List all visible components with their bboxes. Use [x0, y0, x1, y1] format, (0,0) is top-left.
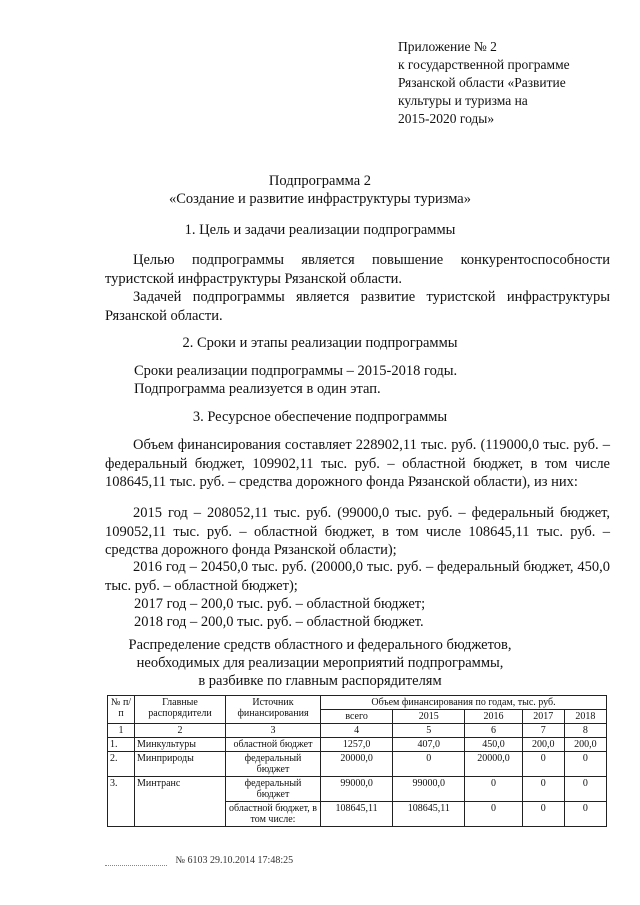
header-manager: Главные распорядители [135, 696, 226, 724]
table-row [108, 738, 607, 752]
row-num: 1. [108, 738, 135, 752]
section-3-heading: 3. Ресурсное обеспечение подпрограммы [192, 409, 448, 425]
row-value: 0 [564, 802, 606, 827]
row-value: 99000,0 [393, 777, 465, 802]
row-value: 0 [465, 802, 522, 827]
column-number: 6 [465, 724, 522, 738]
row-value: 450,0 [465, 738, 522, 752]
table-header-row [108, 696, 607, 710]
row-value: 99000,0 [321, 777, 393, 802]
row-value: 108645,11 [393, 802, 465, 827]
column-number: 8 [564, 724, 606, 738]
row-num: 2. [108, 752, 135, 777]
row-value: 20000,0 [321, 752, 393, 777]
appendix-note [398, 38, 628, 128]
column-number: 2 [135, 724, 226, 738]
row-source: областной бюджет, в том числе: [226, 802, 321, 827]
row-value: 200,0 [564, 738, 606, 752]
section-3-year-2017: 2017 год – 200,0 тыс. руб. – областной бюджет; [134, 596, 426, 612]
row-manager: Минтранс [135, 777, 226, 827]
document-registration-number: № 6103 29.10.2014 17:48:25 [175, 855, 294, 866]
row-source: федеральный бюджет [226, 752, 321, 777]
row-value: 0 [393, 752, 465, 777]
table-title-line-2: необходимых для реализации мероприятий подпрограммы, [136, 655, 504, 671]
subprogram-title: «Создание и развитие инфраструктуры туризма» [168, 191, 471, 207]
section-1-task: Задачей подпрограммы является развитие туристской инфраструктуры Рязанской области. [105, 289, 610, 324]
appendix-line: к государственной программе [398, 57, 570, 72]
row-value: 1257,0 [321, 738, 393, 752]
column-number: 4 [321, 724, 393, 738]
row-value: 0 [522, 752, 564, 777]
subprogram-number: Подпрограмма 2 [268, 173, 372, 189]
row-value: 407,0 [393, 738, 465, 752]
row-value: 0 [564, 777, 606, 802]
section-3-year-2016: 2016 год – 20450,0 тыс. руб. (20000,0 тыс. руб. – федеральный бюджет, 450,0 тыс. руб. – областной бюджет); [105, 559, 610, 594]
section-2-heading: 2. Сроки и этапы реализации подпрограммы [182, 335, 458, 351]
column-number: 5 [393, 724, 465, 738]
section-1-goal: Целью подпрограммы является повышение конкурентоспособности туристской инфраструктуры Рязанской области. [105, 252, 610, 287]
header-year: 2016 [465, 710, 522, 724]
registration-stamp-mark [105, 855, 167, 866]
financing-table [107, 695, 607, 827]
section-2-terms: Сроки реализации подпрограммы – 2015-2018 годы. [134, 363, 458, 379]
row-value: 108645,11 [321, 802, 393, 827]
header-year: 2015 [393, 710, 465, 724]
section-2-stage: Подпрограмма реализуется в один этап. [134, 381, 381, 397]
row-value: 20000,0 [465, 752, 522, 777]
column-number-row [108, 724, 607, 738]
row-source: областной бюджет [226, 738, 321, 752]
column-number: 3 [226, 724, 321, 738]
row-num: 3. [108, 777, 135, 827]
appendix-line: Рязанской области «Развитие [398, 75, 566, 90]
row-manager: Минприроды [135, 752, 226, 777]
table-title-line-1: Распределение средств областного и федерального бюджетов, [128, 637, 512, 653]
header-volume: Объем финансирования по годам, тыс. руб. [321, 696, 607, 710]
section-3-year-2018: 2018 год – 200,0 тыс. руб. – областной бюджет. [134, 614, 424, 630]
header-year: 2017 [522, 710, 564, 724]
section-3-year-2015: 2015 год – 208052,11 тыс. руб. (99000,0 тыс. руб. – федеральный бюджет, 109052,11 тыс. руб. – областной бюджет, в том числе 108645,11 тыс. руб. – средства дорожного фонда Рязанской области); [105, 505, 610, 558]
table-row [108, 752, 607, 777]
column-number: 1 [108, 724, 135, 738]
header-total: всего [321, 710, 393, 724]
appendix-line: Приложение № 2 [398, 39, 497, 54]
row-value: 0 [522, 777, 564, 802]
row-value: 0 [465, 777, 522, 802]
section-3-total: Объем финансирования составляет 228902,11 тыс. руб. (119000,0 тыс. руб. – федеральный бюджет, 109902,11 тыс. руб. – областной бюджет, в том числе 108645,11 тыс. руб. – средства дорожного фонда Рязанской области), из них: [105, 437, 610, 490]
row-source: федеральный бюджет [226, 777, 321, 802]
header-num: № п/п [108, 696, 135, 724]
row-manager: Минкультуры [135, 738, 226, 752]
column-number: 7 [522, 724, 564, 738]
row-value: 0 [522, 802, 564, 827]
row-value: 200,0 [522, 738, 564, 752]
header-source: Источник финансирования [226, 696, 321, 724]
appendix-line: 2015-2020 годы» [398, 111, 495, 126]
table-title-line-3: в разбивке по главным распорядителям [198, 673, 442, 689]
row-value: 0 [564, 752, 606, 777]
document-footer [105, 855, 293, 866]
section-1-heading: 1. Цель и задачи реализации подпрограммы [184, 222, 456, 238]
table-row [108, 777, 607, 802]
header-year: 2018 [564, 710, 606, 724]
appendix-line: культуры и туризма на [398, 93, 528, 108]
